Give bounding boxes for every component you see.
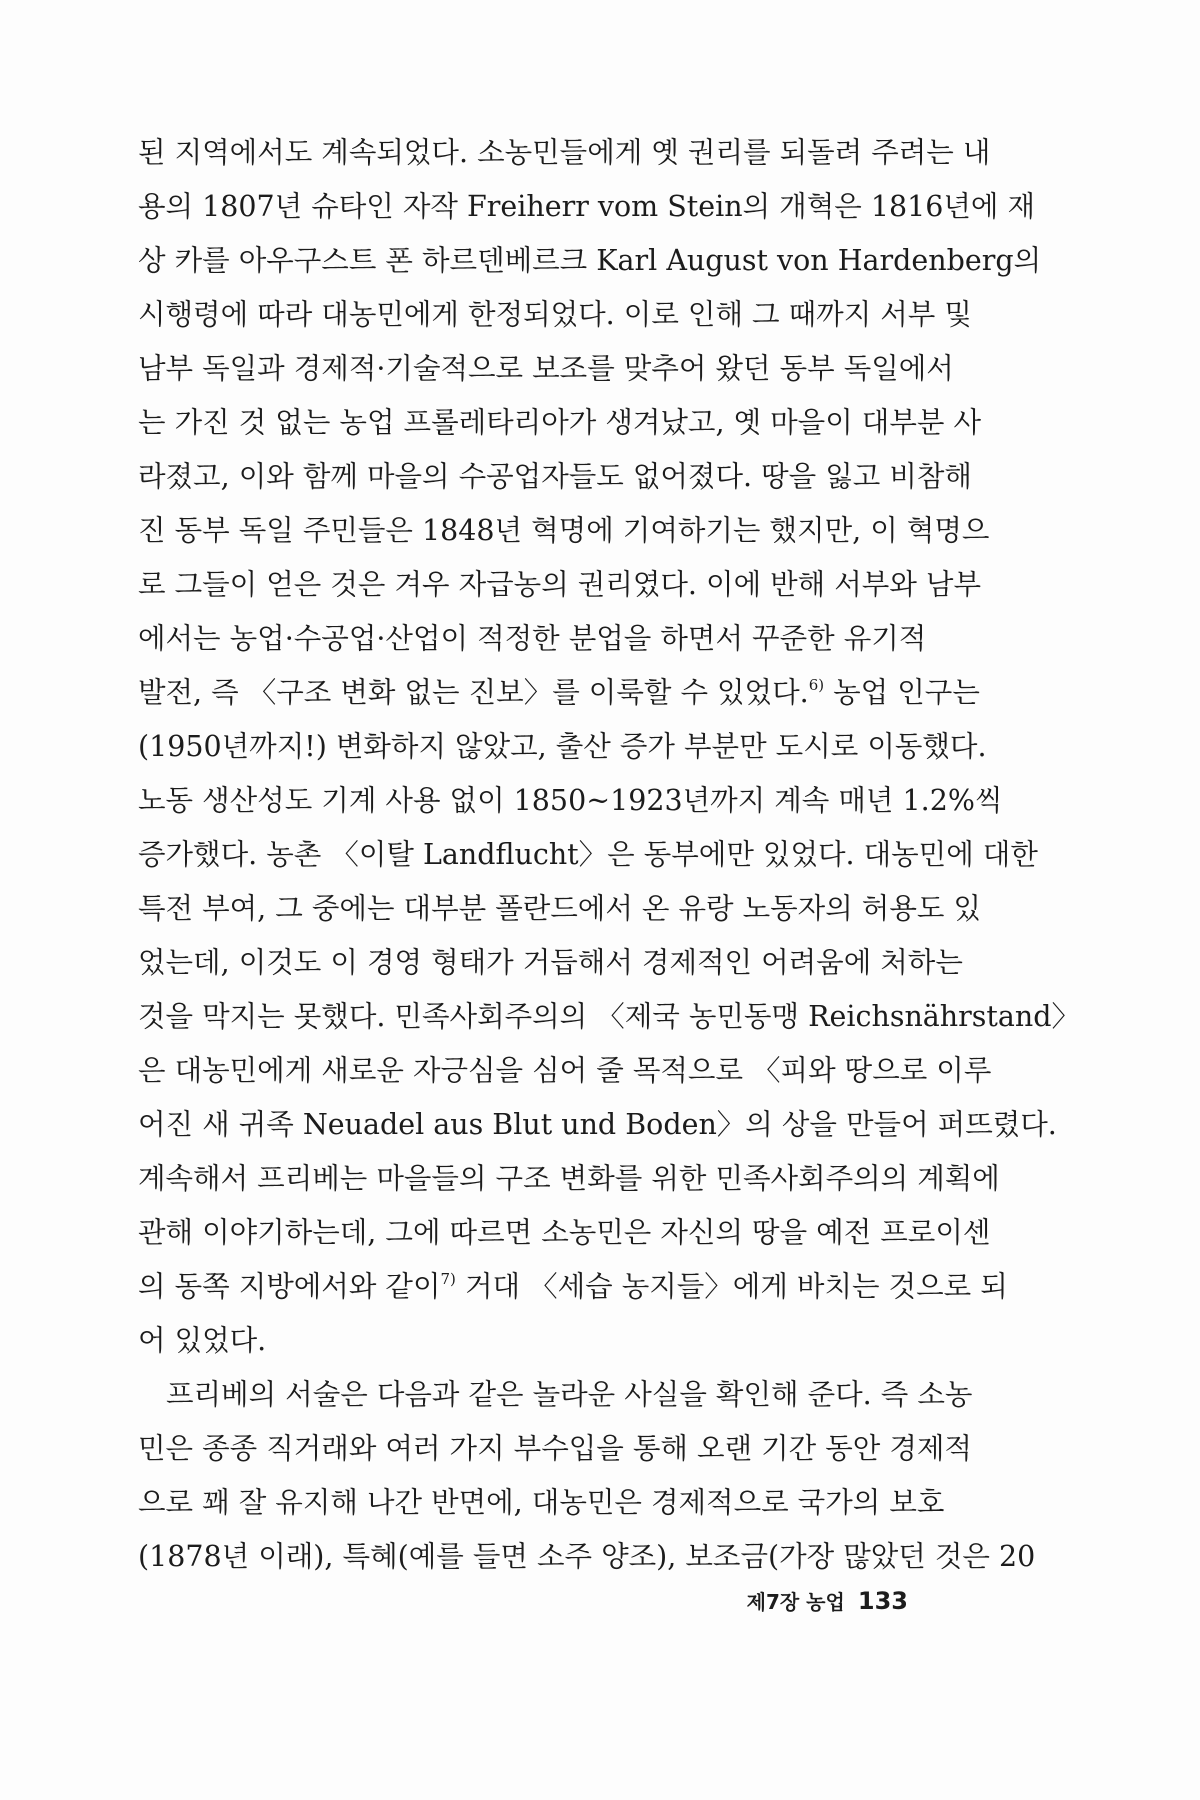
- text-line: 으로 꽤 잘 유지해 나간 반면에, 대농민은 경제적으로 국가의 보호: [138, 1486, 945, 1519]
- text-line: 것을 막지는 못했다. 민족사회주의의 〈제국 농민동맹 Reichsnährstand〉: [138, 1000, 1080, 1033]
- text-line: 로 그들이 얻은 것은 겨우 자급농의 권리였다. 이에 반해 서부와 남부: [138, 568, 981, 601]
- chapter-title: 제7장 농업: [746, 1590, 845, 1614]
- text-line: 남부 독일과 경제적·기술적으로 보조를 맞추어 왔던 동부 독일에서: [138, 352, 954, 385]
- text-line: 라졌고, 이와 함께 마을의 수공업자들도 없어졌다. 땅을 잃고 비참해: [138, 460, 972, 493]
- text-line: 진 동부 독일 주민들은 1848년 혁명에 기여하기는 했지만, 이 혁명으: [138, 514, 990, 547]
- text-line: (1878년 이래), 특혜(예를 들면 소주 양조), 보조금(가장 많았던 것은 20: [138, 1540, 1036, 1573]
- text-line: 었는데, 이것도 이 경영 형태가 거듭해서 경제적인 어려움에 처하는: [138, 946, 963, 979]
- text-line: 용의 1807년 슈타인 자작 Freiherr vom Stein의 개혁은 1816년에 재: [138, 190, 1036, 223]
- text-line: 에서는 농업·수공업·산업이 적정한 분업을 하면서 꾸준한 유기적: [138, 622, 927, 655]
- text-segment: 거대 〈세습 농지들〉에게 바치는 것으로 되: [455, 1270, 1008, 1303]
- text-segment: 농업 인구는: [824, 676, 980, 709]
- text-line: 어진 새 귀족 Neuadel aus Blut und Boden〉의 상을 만들어 퍼뜨렸다.: [138, 1108, 1057, 1141]
- page-number: 133: [857, 1587, 908, 1615]
- text-line-with-footnote: [138, 1260, 1008, 1314]
- text-line: 계속해서 프리베는 마을들의 구조 변화를 위한 민족사회주의의 계획에: [138, 1162, 1000, 1195]
- footnote-ref-7[interactable]: 7): [440, 1270, 456, 1288]
- text-line: 민은 종종 직거래와 여러 가지 부수입을 통해 오랜 기간 동안 경제적: [138, 1432, 972, 1465]
- text-segment: 발전, 즉 〈구조 변화 없는 진보〉를 이룩할 수 있었다.: [138, 676, 809, 709]
- text-line: 은 대농민에게 새로운 자긍심을 심어 줄 목적으로 〈피와 땅으로 이루: [138, 1054, 992, 1087]
- text-line: (1950년까지!) 변화하지 않았고, 출산 증가 부분만 도시로 이동했다.: [138, 730, 987, 763]
- text-line: 특전 부여, 그 중에는 대부분 폴란드에서 온 유랑 노동자의 허용도 있: [138, 892, 981, 925]
- text-line: 는 가진 것 없는 농업 프롤레타리아가 생겨났고, 옛 마을이 대부분 사: [138, 406, 981, 439]
- text-line-paragraph-end: 어 있었다.: [138, 1324, 267, 1357]
- footnote-ref-6[interactable]: 6): [808, 676, 825, 694]
- text-line: 관해 이야기하는데, 그에 따르면 소농민은 자신의 땅을 예전 프로이센: [138, 1216, 991, 1249]
- text-line: 상 카를 아우구스트 폰 하르덴베르크 Karl August von Hardenberg의: [138, 244, 1042, 277]
- page-footer: [747, 1586, 908, 1615]
- text-segment: 의 동쪽 지방에서와 같이: [138, 1270, 441, 1303]
- text-line: 노동 생산성도 기계 사용 없이 1850~1923년까지 계속 매년 1.2%씩: [138, 784, 1003, 817]
- text-line: 증가했다. 농촌 〈이탈 Landflucht〉은 동부에만 있었다. 대농민에 대한: [138, 838, 1038, 871]
- text-line: 된 지역에서도 계속되었다. 소농민들에게 옛 권리를 되돌려 주려는 내: [138, 136, 991, 169]
- body-text: [138, 126, 1080, 1584]
- text-line: 시행령에 따라 대농민에게 한정되었다. 이로 인해 그 때까지 서부 및: [138, 298, 972, 331]
- text-line-paragraph-start: 프리베의 서술은 다음과 같은 놀라운 사실을 확인해 준다. 즉 소농: [166, 1378, 973, 1411]
- text-line-with-footnote: [138, 666, 980, 720]
